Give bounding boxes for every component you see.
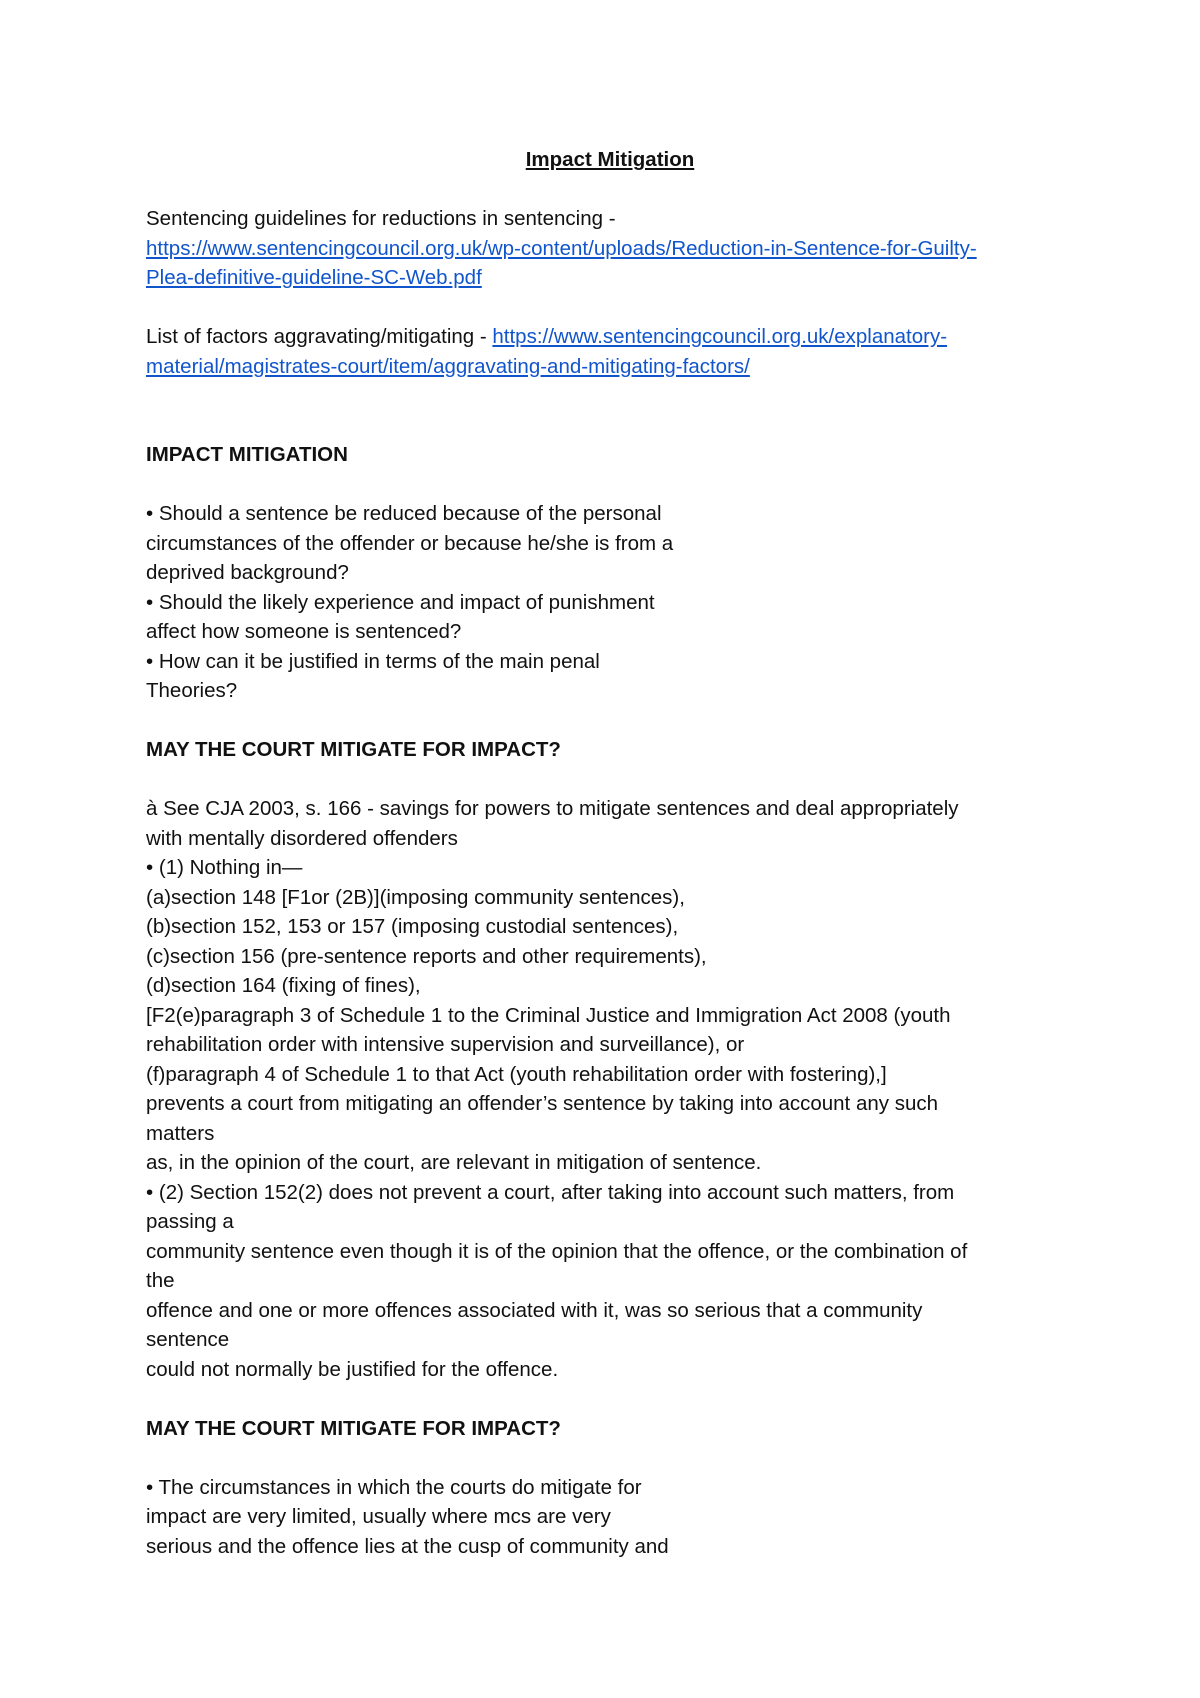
sentencing-guidelines-link-cont[interactable] (146, 263, 1066, 293)
impact-line: deprived background? (146, 561, 349, 584)
cja-line: sentence (146, 1328, 230, 1351)
impact-line: • Should a sentence be reduced because of the personal (146, 502, 662, 525)
heading-impact-mitigation: IMPACT MITIGATION (146, 443, 348, 466)
cja-line: could not normally be justified for the offence. (146, 1357, 559, 1381)
sentencing-guidelines-intro: Sentencing guidelines for reductions in sentencing - (146, 207, 616, 230)
cja-line: (d)section 164 (fixing of fines), (146, 974, 421, 997)
factors-intro: List of factors aggravating/mitigating - (146, 325, 493, 348)
factors-link-cont[interactable] (146, 352, 1066, 382)
sentencing-link-part-1[interactable]: https://www.sentencingcouncil.org.uk/wp-content/uploads/Reduction-in-Sentence-for-Guilty- (146, 236, 977, 260)
cja-line: • (1) Nothing in— (146, 856, 303, 879)
factors-line (146, 322, 1066, 352)
impact-line: circumstances of the offender or because he/she is from a (146, 531, 674, 555)
factors-link-part-2[interactable]: material/magistrates-court/item/aggravating-and-mitigating-factors/ (146, 354, 750, 378)
cja-line: offence and one or more offences associated with it, was so serious that a community (146, 1298, 923, 1322)
cja-line: passing a (146, 1210, 234, 1233)
heading-may-court-mitigate: MAY THE COURT MITIGATE FOR IMPACT? (146, 738, 561, 761)
cja-line: (a)section 148 [F1or (2B)](imposing community sentences), (146, 885, 685, 909)
spacer (146, 293, 1066, 323)
impact-line: affect how someone is sentenced? (146, 620, 462, 643)
impact-line: Theories? (146, 679, 238, 702)
cja-line: the (146, 1269, 175, 1292)
impact-line: • Should the likely experience and impact of punishment (146, 590, 655, 614)
sentencing-link-part-2[interactable]: Plea-definitive-guideline-SC-Web.pdf (146, 266, 482, 289)
circumstances-line: serious and the offence lies at the cusp of community and (146, 1534, 669, 1558)
spacer (146, 765, 1066, 795)
cja-line: as, in the opinion of the court, are relevant in mitigation of sentence. (146, 1151, 762, 1174)
document-body (146, 145, 1066, 1561)
spacer (146, 175, 1066, 205)
cja-line: (c)section 156 (pre-sentence reports and other requirements), (146, 944, 707, 968)
heading-may-court-mitigate-2: MAY THE COURT MITIGATE FOR IMPACT? (146, 1416, 561, 1440)
impact-line: • How can it be justified in terms of the main penal (146, 649, 600, 673)
cja-line: [F2(e)paragraph 3 of Schedule 1 to the Criminal Justice and Immigration Act 2008 (youth (146, 1003, 951, 1027)
page-title: Impact Mitigation (525, 148, 695, 171)
cja-line: community sentence even though it is of the opinion that the offence, or the combination of (146, 1239, 968, 1263)
factors-link-part-1[interactable]: https://www.sentencingcouncil.org.uk/explanatory- (492, 325, 948, 348)
circumstances-line: impact are very limited, usually where mcs are very (146, 1505, 611, 1528)
cja-line: (b)section 152, 153 or 157 (imposing custodial sentences), (146, 915, 679, 938)
cja-line: à See CJA 2003, s. 166 - savings for powers to mitigate sentences and deal appropriately (146, 797, 959, 820)
cja-line: with mentally disordered offenders (146, 826, 458, 850)
cja-line: • (2) Section 152(2) does not prevent a court, after taking into account such matters, from (146, 1180, 955, 1204)
spacer (146, 381, 1066, 440)
impact-questions (146, 499, 1066, 706)
spacer (146, 470, 1066, 500)
cja-line: matters (146, 1121, 215, 1145)
cja-line: (f)paragraph 4 of Schedule 1 to that Act (youth rehabilitation order with fostering),] (146, 1062, 887, 1086)
spacer (146, 1384, 1066, 1414)
spacer (146, 1443, 1066, 1473)
cja-line: rehabilitation order with intensive supervision and surveillance), or (146, 1033, 745, 1056)
cja-line: prevents a court from mitigating an offender’s sentence by taking into account any such (146, 1092, 938, 1115)
circumstances-section (146, 1473, 1066, 1562)
sentencing-guidelines-link[interactable] (146, 234, 1066, 264)
spacer (146, 706, 1066, 736)
cja-section (146, 794, 1066, 1384)
circumstances-line: • The circumstances in which the courts do mitigate for (146, 1475, 642, 1499)
